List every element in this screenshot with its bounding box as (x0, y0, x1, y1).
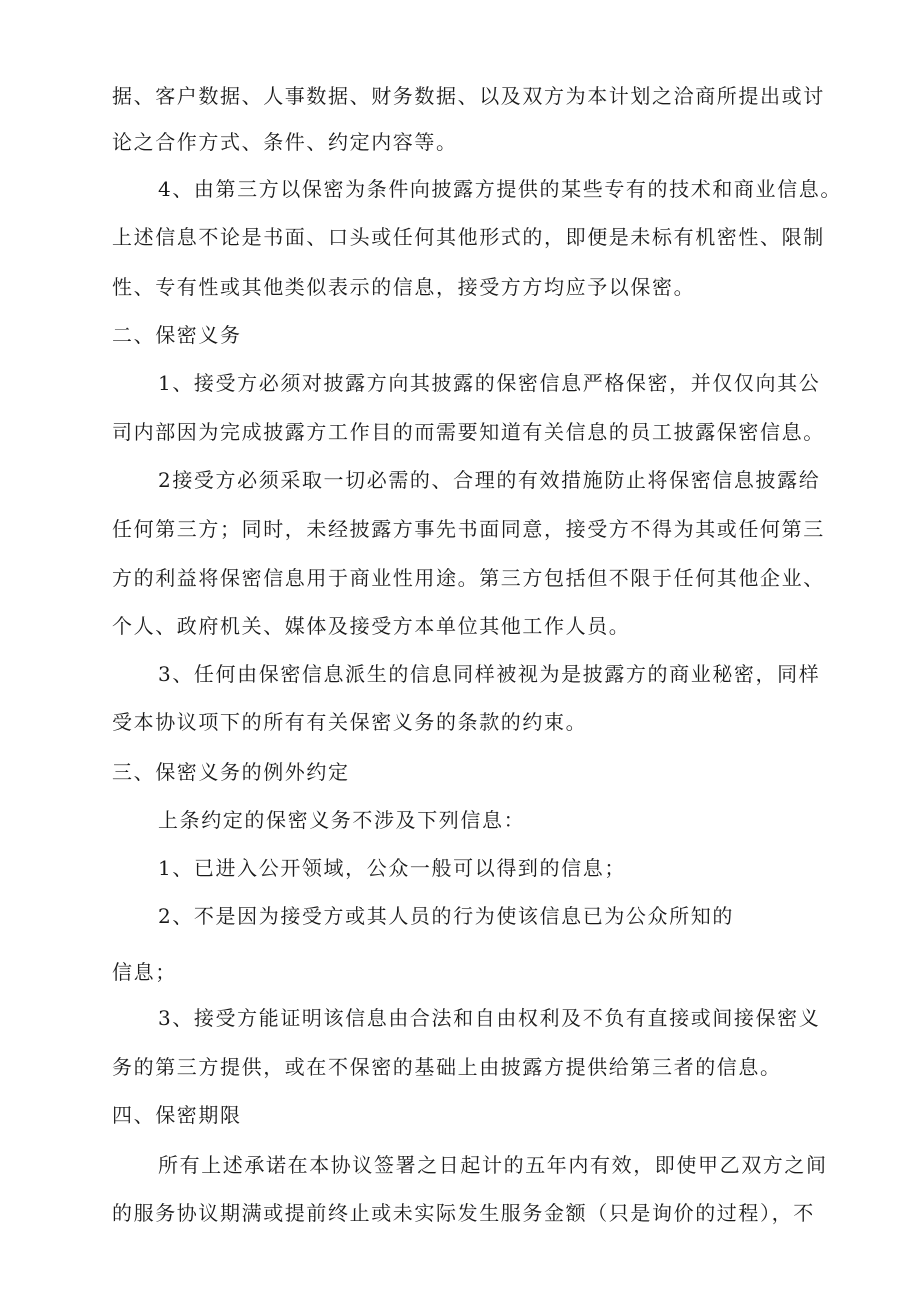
body-text-line: 受本协议项下的所有有关保密义务的条款的约束。 (112, 710, 588, 734)
clause-item-2: 2接受方必须采取一切必需的、合理的有效措施防止将保密信息披露给 (158, 468, 821, 492)
body-text-line: 所有上述承诺在本协议签署之日起计的五年内有效，即使甲乙双方之间 (158, 1153, 828, 1177)
section-heading: 四、保密期限 (112, 1103, 242, 1127)
exception-item-3: 3、接受方能证明该信息由合法和自由权利及不负有直接或间接保密义 (158, 1006, 821, 1030)
body-text-line: 性、专有性或其他类似表示的信息，接受方方均应予以保密。 (112, 275, 696, 299)
body-text-line: 个人、政府机关、媒体及接受方本单位其他工作人员。 (112, 614, 631, 638)
section-heading: 三、保密义务的例外约定 (112, 760, 350, 784)
exception-item-2: 2、不是因为接受方或其人员的行为使该信息已为公众所知的 (158, 904, 734, 928)
section-heading: 二、保密义务 (112, 323, 242, 347)
clause-item-1: 1、接受方必须对披露方向其披露的保密信息严格保密，并仅仅向其公 (158, 371, 821, 395)
body-text-line: 任何第三方；同时，未经披露方事先书面同意，接受方不得为其或任何第三 (112, 517, 825, 541)
body-text-line: 据、客户数据、人事数据、财务数据、以及双方为本计划之洽商所提出或讨 (112, 84, 825, 108)
exception-item-1: 1、已进入公开领域，公众一般可以得到的信息； (158, 856, 626, 880)
clause-item-4: 4、由第三方以保密为条件向披露方提供的某些专有的技术和商业信息。 (158, 177, 842, 201)
body-text-line: 论之合作方式、条件、约定内容等。 (112, 130, 458, 154)
body-text-line: 司内部因为完成披露方工作目的而需要知道有关信息的员工披露保密信息。 (112, 420, 825, 444)
clause-item-3: 3、任何由保密信息派生的信息同样被视为是披露方的商业秘密，同样 (158, 662, 821, 686)
body-text-line: 的服务协议期满或提前终止或未实际发生服务金额（只是询价的过程），不 (112, 1201, 815, 1225)
body-text-line: 信息； (112, 960, 177, 984)
body-text-line: 务的第三方提供，或在不保密的基础上由披露方提供给第三者的信息。 (112, 1055, 782, 1079)
body-text-line: 上条约定的保密义务不涉及下列信息： (158, 808, 526, 832)
body-text-line: 上述信息不论是书面、口头或任何其他形式的，即便是未标有机密性、限制 (112, 225, 825, 249)
body-text-line: 方的利益将保密信息用于商业性用途。第三方包括但不限于任何其他企业、 (112, 566, 825, 590)
